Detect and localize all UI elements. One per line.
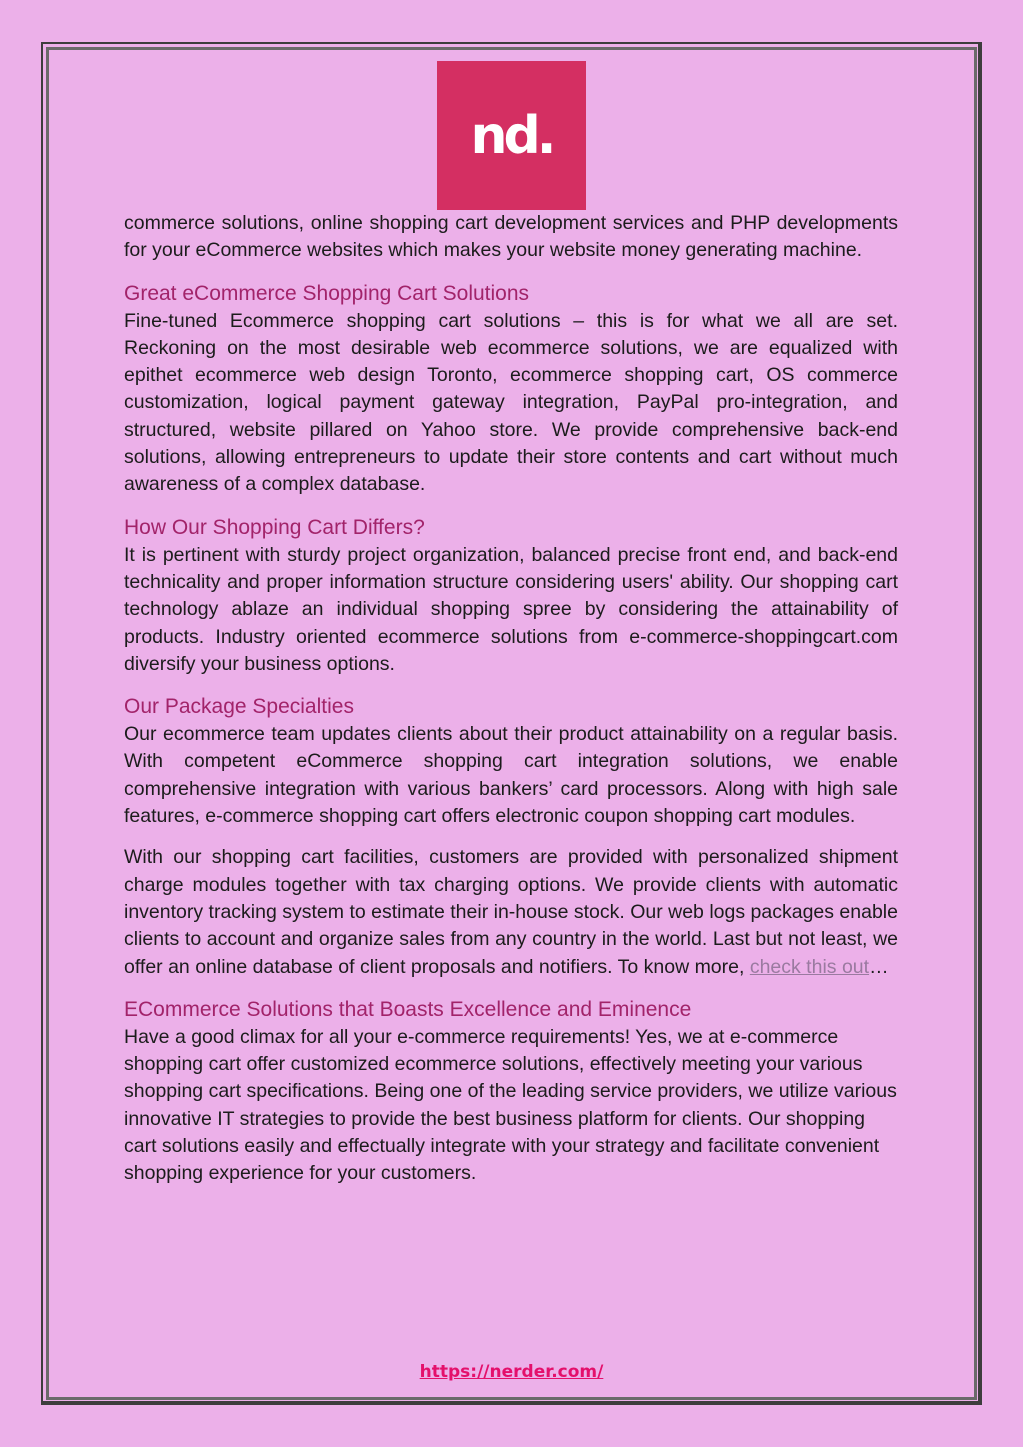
article-body xyxy=(124,210,898,1202)
section-heading-great-ecommerce: Great eCommerce Shopping Cart Solutions xyxy=(124,281,530,305)
section-heading-package-specialties: Our Package Specialties xyxy=(124,695,354,719)
check-this-out-link[interactable]: check this out xyxy=(749,955,870,978)
section-paragraph-great-ecommerce: Fine-tuned Ecommerce shopping cart solutions – this is for what we all are set. Reckoning on the most desirable web ecommerce solutions, we are equalized with epithet ecommerce web design Toronto, ecommerce shopping cart, OS commerce customization, logical payment gateway integration, PayPal pro-integration, and structured, website pillared on Yahoo store. We provide comprehensive back-end solutions, allowing entrepreneurs to update their store contents and cart without much awareness of a complex database. xyxy=(124,309,898,496)
section-paragraph-package-specialties: Our ecommerce team updates clients about their product attainability on a regular basis. With competent eCommerce shopping cart integration solutions, we enable comprehensive integration with various bankers’ card processors. Along with high sale features, e-commerce shopping cart offers electronic coupon shopping cart modules. xyxy=(124,723,898,828)
section-paragraph-how-differs: It is pertinent with sturdy project organization, balanced precise front end, and back-end technicality and proper information structure considering users' ability. Our shopping cart technology ablaze an individual shopping spree by considering the attainability of products. Industry oriented ecommerce solutions from e-commerce-shoppingcart.com diversify your business options. xyxy=(124,543,898,675)
ellipsis: … xyxy=(869,955,889,978)
section-heading-excellence: ECommerce Solutions that Boasts Excellence and Eminence xyxy=(124,997,692,1021)
section-paragraph-excellence: Have a good climax for all your e-commerce requirements! Yes, we at e-commerce shopping cart offer customized ecommerce solutions, effectively meeting your various shopping cart specifications. Being one of the leading service providers, we utilize various innovative IT strategies to provide the best business platform for clients. Our shopping cart solutions easily and effectually integrate with your strategy and facilitate convenient shopping experience for your customers. xyxy=(124,1025,897,1185)
section-paragraph-package-specialties-2 xyxy=(124,844,898,980)
paragraph-text: With our shopping cart facilities, customers are provided with personalized shipment charge modules together with tax charging options. We provide clients with automatic inventory tracking system to estimate their in-house stock. Our web logs packages enable clients to account and organize sales from any country in the world. Last but not least, we offer an online database of client proposals and notifiers. To know more, xyxy=(124,846,898,978)
section-heading-how-differs: How Our Shopping Cart Differs? xyxy=(124,515,425,539)
logo-text: nd. xyxy=(470,105,553,166)
intro-paragraph: commerce solutions, online shopping cart development services and PHP developments for your eCommerce websites which makes your website money generating machine. xyxy=(124,212,898,262)
nerder-logo xyxy=(437,61,586,210)
footer-url-link[interactable]: https://nerder.com/ xyxy=(419,1362,604,1382)
